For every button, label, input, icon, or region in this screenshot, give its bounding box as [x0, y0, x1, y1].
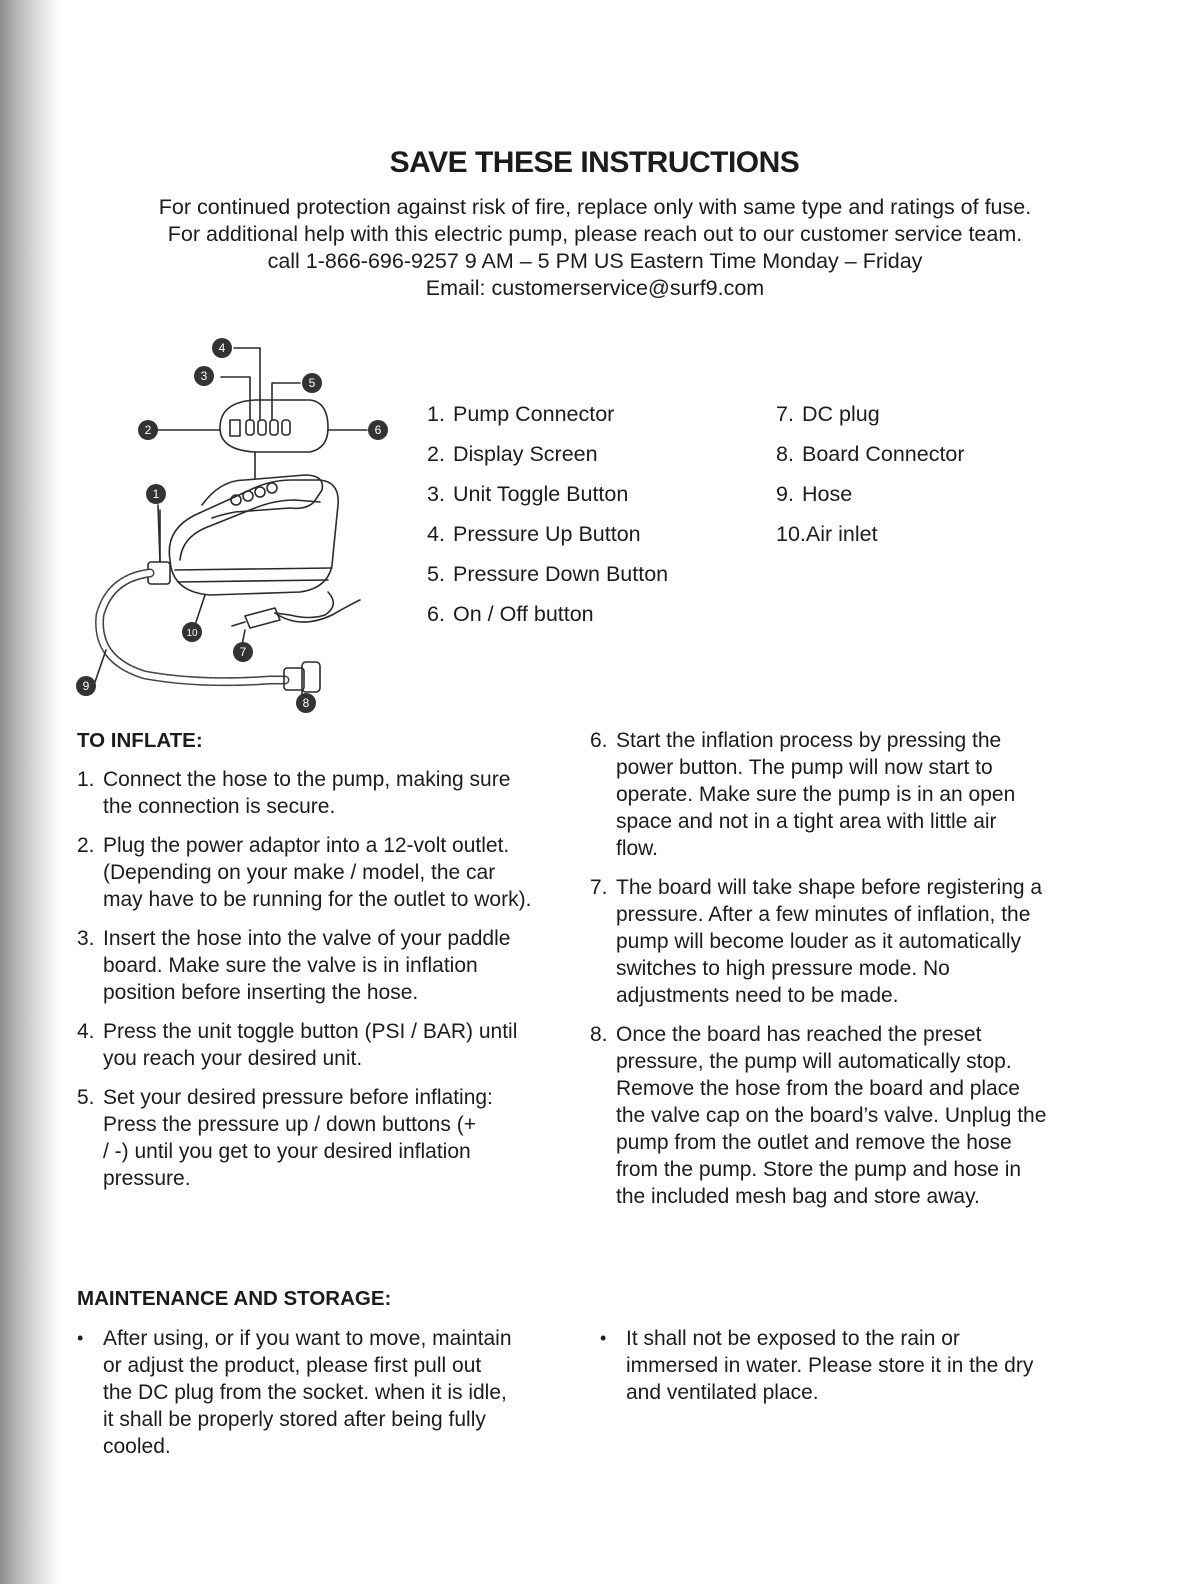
svg-text:8: 8: [302, 696, 310, 710]
part-item: 6. On / Off button: [427, 602, 594, 626]
part-item: 1. Pump Connector: [427, 402, 615, 426]
bullet-dot: •: [77, 1328, 84, 1348]
page-spine-shadow: [0, 0, 60, 1584]
dc-cable-shape: [275, 592, 333, 618]
pump-body-shape: [169, 480, 338, 595]
inflate-step: 7. The board will take shape before registering a pressure. After a few minutes of inflation, the pump will become louder as it automatically switches to high pressure mode. No adjustments need to be made.: [590, 876, 1043, 1007]
maintenance-item: • It shall not be exposed to the rain or immersed in water. Please store it in the dry and ventilated place.: [600, 1327, 1034, 1404]
inflate-step: 3. Insert the hose into the valve of your paddle board. Make sure the valve is in inflation position before inserting the hose.: [77, 927, 511, 1004]
maintenance-item: • After using, or if you want to move, maintain or adjust the product, please first pull out the DC plug from the socket. when it is idle, it shall be properly stored after being fully cooled.: [77, 1327, 512, 1458]
inflate-steps-right: [590, 727, 1110, 1210]
page-title: SAVE THESE INSTRUCTIONS: [389, 146, 800, 179]
callout-1: [146, 484, 166, 504]
part-item: 10.Air inlet: [776, 522, 878, 546]
panel-zoom-shape: [220, 400, 328, 452]
callout-9: [76, 676, 96, 696]
inflate-step: 8. Once the board has reached the preset pressure, the pump will automatically stop. Remove the hose from the board and place the valve cap on the board’s valve. Unplug the pump from the outlet and remove the hose from the pump. Store the pump and hose in the included mesh bag and store away.: [590, 1023, 1047, 1208]
inflate-step: 1. Connect the hose to the pump, making sure the connection is secure.: [77, 768, 511, 818]
inflate-heading: TO INFLATE:: [77, 729, 203, 752]
inflate-step: 6. Start the inflation process by pressing the power button. The pump will now start to operate. Make sure the pump is in an open space and not in a tight area with little air flow.: [590, 729, 1016, 860]
inflate-step: 5. Set your desired pressure before inflating: Press the pressure up / down buttons (+ / -) until you get to your desired inflation pressure.: [77, 1086, 493, 1190]
part-item: 3. Unit Toggle Button: [427, 482, 629, 506]
part-item: 7. DC plug: [776, 402, 880, 426]
part-item: 2. Display Screen: [427, 442, 598, 466]
part-item: 5. Pressure Down Button: [427, 562, 669, 586]
intro-line-phone: call 1-866-696-9257 9 AM – 5 PM US Eastern Time Monday – Friday: [267, 249, 923, 273]
intro-line-fuse: For continued protection against risk of fire, replace only with same type and ratings of fuse.: [158, 195, 1032, 219]
svg-text:2: 2: [144, 423, 152, 437]
svg-text:3: 3: [200, 369, 208, 383]
svg-text:10: 10: [186, 628, 198, 639]
svg-text:5: 5: [308, 376, 316, 390]
svg-text:4: 4: [218, 341, 226, 355]
pump-diagram: [70, 330, 400, 720]
dc-plug-shape: [245, 608, 280, 628]
intro-block: [80, 194, 1110, 302]
parts-list-left: [427, 399, 668, 639]
svg-text:7: 7: [239, 645, 247, 659]
callout-4: [212, 338, 232, 358]
display-screen-shape: [230, 420, 240, 436]
svg-text:1: 1: [152, 487, 160, 501]
callout-3: [194, 366, 214, 386]
callout-5: [302, 373, 322, 393]
maintenance-heading: MAINTENANCE AND STORAGE:: [77, 1287, 392, 1310]
svg-text:9: 9: [82, 679, 90, 693]
callout-6: [368, 420, 388, 440]
callout-7: [233, 642, 253, 662]
part-item: 4. Pressure Up Button: [427, 522, 641, 546]
bullet-dot: •: [600, 1328, 607, 1348]
part-item: 8. Board Connector: [776, 442, 965, 466]
inflate-steps-left: [77, 766, 587, 1192]
callout-10: [182, 622, 202, 642]
intro-line-email: Email: customerservice@surf9.com: [425, 276, 765, 300]
callout-2: [138, 420, 158, 440]
part-item: 9. Hose: [776, 482, 853, 506]
callout-8: [296, 693, 316, 713]
inflate-step: 2. Plug the power adaptor into a 12-volt outlet. (Depending on your make / model, the car may have to be running for the outlet to work).: [77, 834, 532, 911]
inflate-step: 4. Press the unit toggle button (PSI / BAR) until you reach your desired unit.: [77, 1020, 518, 1070]
parts-list-right: [776, 399, 965, 559]
intro-line-help: For additional help with this electric pump, please reach out to our customer service team.: [167, 222, 1023, 246]
svg-text:6: 6: [374, 423, 382, 437]
